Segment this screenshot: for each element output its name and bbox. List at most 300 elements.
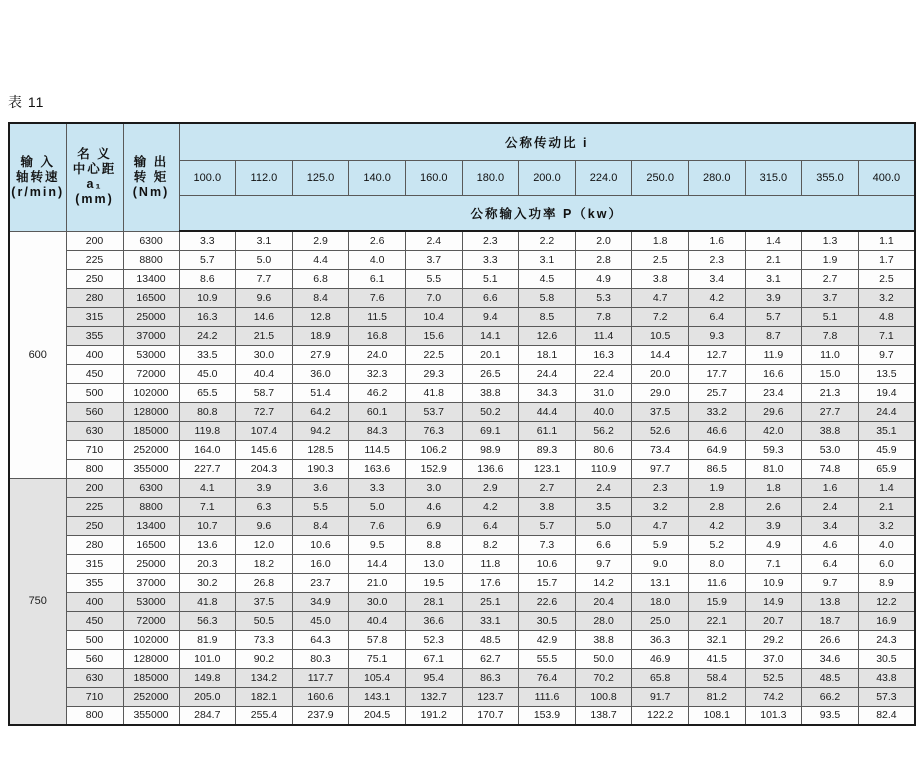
center-distance-cell: 450: [66, 364, 123, 383]
center-distance-cell: 560: [66, 649, 123, 668]
power-cell: 10.7: [179, 516, 236, 535]
power-cell: 6.4: [802, 554, 859, 573]
power-cell: 28.0: [575, 611, 632, 630]
power-cell: 11.9: [745, 345, 802, 364]
output-torque-cell: 355000: [123, 459, 179, 478]
table-row: [9, 288, 915, 307]
power-cell: 10.4: [405, 307, 462, 326]
power-cell: 11.5: [349, 307, 406, 326]
power-cell: 6.1: [349, 269, 406, 288]
power-cell: 74.8: [802, 459, 859, 478]
power-cell: 7.0: [405, 288, 462, 307]
power-cell: 138.7: [575, 706, 632, 725]
power-cell: 2.6: [349, 231, 406, 250]
power-cell: 5.5: [405, 269, 462, 288]
power-cell: 143.1: [349, 687, 406, 706]
header-ratio-value: 280.0: [688, 161, 745, 196]
table-row: [9, 630, 915, 649]
output-torque-cell: 37000: [123, 326, 179, 345]
power-cell: 10.9: [745, 573, 802, 592]
power-cell: 15.9: [688, 592, 745, 611]
power-cell: 132.7: [405, 687, 462, 706]
power-cell: 7.6: [349, 288, 406, 307]
table-caption: 表 11: [8, 94, 45, 110]
power-cell: 114.5: [349, 440, 406, 459]
output-torque-cell: 102000: [123, 383, 179, 402]
power-cell: 255.4: [236, 706, 293, 725]
power-cell: 81.0: [745, 459, 802, 478]
power-cell: 100.8: [575, 687, 632, 706]
table-row: [9, 554, 915, 573]
power-cell: 22.1: [688, 611, 745, 630]
output-torque-cell: 53000: [123, 345, 179, 364]
center-distance-cell: 450: [66, 611, 123, 630]
center-distance-cell: 355: [66, 326, 123, 345]
center-distance-cell: 630: [66, 421, 123, 440]
table-row: [9, 250, 915, 269]
center-distance-cell: 710: [66, 440, 123, 459]
center-distance-cell: 315: [66, 307, 123, 326]
output-torque-cell: 25000: [123, 554, 179, 573]
power-cell: 2.3: [462, 231, 519, 250]
power-cell: 2.9: [462, 478, 519, 497]
power-cell: 7.2: [632, 307, 689, 326]
power-cell: 117.7: [292, 668, 349, 687]
power-cell: 80.3: [292, 649, 349, 668]
power-cell: 134.2: [236, 668, 293, 687]
power-cell: 153.9: [519, 706, 576, 725]
power-cell: 48.5: [462, 630, 519, 649]
power-cell: 65.9: [858, 459, 915, 478]
center-distance-cell: 250: [66, 269, 123, 288]
power-cell: 3.8: [632, 269, 689, 288]
power-cell: 82.4: [858, 706, 915, 725]
center-distance-cell: 710: [66, 687, 123, 706]
power-cell: 205.0: [179, 687, 236, 706]
header-output-torque-line: 转 矩: [133, 169, 169, 184]
power-cell: 81.2: [688, 687, 745, 706]
power-cell: 55.5: [519, 649, 576, 668]
output-torque-cell: 53000: [123, 592, 179, 611]
power-cell: 8.9: [858, 573, 915, 592]
power-cell: 12.2: [858, 592, 915, 611]
header-center-distance-line: 中心距: [72, 162, 117, 177]
header-ratio-title: 公称传动比 i: [179, 123, 915, 161]
power-cell: 50.2: [462, 402, 519, 421]
table-row: [9, 326, 915, 345]
power-cell: 76.3: [405, 421, 462, 440]
power-cell: 91.7: [632, 687, 689, 706]
power-cell: 7.1: [179, 497, 236, 516]
power-cell: 15.6: [405, 326, 462, 345]
power-cell: 10.9: [179, 288, 236, 307]
power-cell: 182.1: [236, 687, 293, 706]
power-cell: 3.9: [745, 516, 802, 535]
power-cell: 67.1: [405, 649, 462, 668]
table-row: [9, 611, 915, 630]
center-distance-cell: 500: [66, 630, 123, 649]
power-cell: 30.0: [236, 345, 293, 364]
power-cell: 58.4: [688, 668, 745, 687]
table-header: [9, 123, 915, 231]
power-cell: 5.2: [688, 535, 745, 554]
table-row: [9, 592, 915, 611]
power-cell: 65.5: [179, 383, 236, 402]
power-cell: 4.1: [179, 478, 236, 497]
power-cell: 36.3: [632, 630, 689, 649]
power-cell: 8.2: [462, 535, 519, 554]
power-cell: 46.9: [632, 649, 689, 668]
power-cell: 2.0: [575, 231, 632, 250]
power-cell: 93.5: [802, 706, 859, 725]
output-torque-cell: 16500: [123, 535, 179, 554]
power-cell: 50.5: [236, 611, 293, 630]
power-cell: 80.8: [179, 402, 236, 421]
power-cell: 160.6: [292, 687, 349, 706]
power-cell: 204.3: [236, 459, 293, 478]
power-cell: 3.0: [405, 478, 462, 497]
power-cell: 34.3: [519, 383, 576, 402]
header-center-distance-line: 名 义: [77, 147, 112, 162]
power-cell: 52.3: [405, 630, 462, 649]
power-cell: 8.4: [292, 516, 349, 535]
power-cell: 8.0: [688, 554, 745, 573]
header-ratio-value: 125.0: [292, 161, 349, 196]
power-cell: 2.1: [745, 250, 802, 269]
power-cell: 3.7: [802, 288, 859, 307]
power-cell: 4.0: [858, 535, 915, 554]
power-cell: 12.6: [519, 326, 576, 345]
spec-table: [8, 122, 916, 726]
power-cell: 65.8: [632, 668, 689, 687]
output-torque-cell: 185000: [123, 668, 179, 687]
power-cell: 7.8: [575, 307, 632, 326]
power-cell: 14.6: [236, 307, 293, 326]
power-cell: 14.4: [632, 345, 689, 364]
power-cell: 27.9: [292, 345, 349, 364]
power-cell: 90.2: [236, 649, 293, 668]
power-cell: 81.9: [179, 630, 236, 649]
table-row: [9, 440, 915, 459]
power-cell: 6.3: [236, 497, 293, 516]
power-cell: 29.2: [745, 630, 802, 649]
center-distance-cell: 250: [66, 516, 123, 535]
power-cell: 28.1: [405, 592, 462, 611]
power-cell: 5.1: [802, 307, 859, 326]
power-cell: 2.8: [688, 497, 745, 516]
power-cell: 23.4: [745, 383, 802, 402]
power-cell: 5.0: [236, 250, 293, 269]
power-cell: 7.1: [745, 554, 802, 573]
header-ratio-value: 112.0: [236, 161, 293, 196]
output-torque-cell: 6300: [123, 478, 179, 497]
power-cell: 16.3: [179, 307, 236, 326]
header-power-title: 公称输入功率 P（kw）: [179, 196, 915, 232]
power-cell: 27.7: [802, 402, 859, 421]
power-cell: 24.2: [179, 326, 236, 345]
header-ratio-value: 100.0: [179, 161, 236, 196]
output-torque-cell: 102000: [123, 630, 179, 649]
header-center-distance-line: a₁: [86, 177, 103, 192]
power-cell: 62.7: [462, 649, 519, 668]
power-cell: 4.2: [688, 516, 745, 535]
power-cell: 4.0: [349, 250, 406, 269]
header-ratio-value: 224.0: [575, 161, 632, 196]
power-cell: 35.1: [858, 421, 915, 440]
power-cell: 12.8: [292, 307, 349, 326]
power-cell: 5.0: [575, 516, 632, 535]
power-cell: 18.9: [292, 326, 349, 345]
header-ratio-value: 140.0: [349, 161, 406, 196]
power-cell: 152.9: [405, 459, 462, 478]
power-cell: 107.4: [236, 421, 293, 440]
power-cell: 74.2: [745, 687, 802, 706]
output-torque-cell: 37000: [123, 573, 179, 592]
power-cell: 190.3: [292, 459, 349, 478]
power-cell: 24.4: [519, 364, 576, 383]
center-distance-cell: 280: [66, 535, 123, 554]
power-cell: 75.1: [349, 649, 406, 668]
power-cell: 2.2: [519, 231, 576, 250]
power-cell: 5.1: [462, 269, 519, 288]
power-cell: 36.6: [405, 611, 462, 630]
power-cell: 9.3: [688, 326, 745, 345]
power-cell: 52.6: [632, 421, 689, 440]
power-cell: 5.7: [745, 307, 802, 326]
power-cell: 24.0: [349, 345, 406, 364]
power-cell: 9.7: [858, 345, 915, 364]
power-cell: 34.9: [292, 592, 349, 611]
center-distance-cell: 280: [66, 288, 123, 307]
power-cell: 14.4: [349, 554, 406, 573]
header-ratio-value: 200.0: [519, 161, 576, 196]
power-cell: 33.2: [688, 402, 745, 421]
center-distance-cell: 355: [66, 573, 123, 592]
power-cell: 13.1: [632, 573, 689, 592]
power-cell: 123.1: [519, 459, 576, 478]
power-cell: 2.3: [632, 478, 689, 497]
table-row: [9, 459, 915, 478]
power-cell: 1.1: [858, 231, 915, 250]
table-row: [9, 497, 915, 516]
header-ratio-value: 315.0: [745, 161, 802, 196]
power-cell: 1.4: [858, 478, 915, 497]
power-cell: 2.1: [858, 497, 915, 516]
power-cell: 69.1: [462, 421, 519, 440]
power-cell: 24.3: [858, 630, 915, 649]
power-cell: 17.7: [688, 364, 745, 383]
power-cell: 2.4: [405, 231, 462, 250]
output-torque-cell: 25000: [123, 307, 179, 326]
output-torque-cell: 355000: [123, 706, 179, 725]
power-cell: 16.6: [745, 364, 802, 383]
power-cell: 30.5: [519, 611, 576, 630]
power-cell: 22.5: [405, 345, 462, 364]
power-cell: 56.3: [179, 611, 236, 630]
power-cell: 237.9: [292, 706, 349, 725]
power-cell: 5.9: [632, 535, 689, 554]
power-cell: 3.9: [745, 288, 802, 307]
power-cell: 8.7: [745, 326, 802, 345]
center-distance-cell: 400: [66, 345, 123, 364]
power-cell: 2.7: [519, 478, 576, 497]
power-cell: 60.1: [349, 402, 406, 421]
header-ratio-value: 160.0: [405, 161, 462, 196]
header-input-speed-line: (r/min): [11, 184, 65, 199]
power-cell: 11.4: [575, 326, 632, 345]
table-row: [9, 516, 915, 535]
output-torque-cell: 185000: [123, 421, 179, 440]
header-input-speed-line: 输 入: [20, 154, 55, 169]
power-cell: 57.8: [349, 630, 406, 649]
power-cell: 8.8: [405, 535, 462, 554]
power-cell: 25.1: [462, 592, 519, 611]
power-cell: 2.4: [575, 478, 632, 497]
header-output-torque: [123, 123, 179, 231]
power-cell: 4.6: [802, 535, 859, 554]
header-ratio-value: 250.0: [632, 161, 689, 196]
table-row: [9, 307, 915, 326]
power-cell: 33.5: [179, 345, 236, 364]
power-cell: 2.5: [858, 269, 915, 288]
power-cell: 14.1: [462, 326, 519, 345]
power-cell: 4.4: [292, 250, 349, 269]
power-cell: 2.5: [632, 250, 689, 269]
center-distance-cell: 200: [66, 478, 123, 497]
power-cell: 5.3: [575, 288, 632, 307]
power-cell: 22.4: [575, 364, 632, 383]
power-cell: 7.7: [236, 269, 293, 288]
power-cell: 3.1: [236, 231, 293, 250]
power-cell: 4.7: [632, 288, 689, 307]
power-cell: 4.9: [575, 269, 632, 288]
power-cell: 21.0: [349, 573, 406, 592]
power-cell: 10.5: [632, 326, 689, 345]
power-cell: 38.8: [462, 383, 519, 402]
power-cell: 6.0: [858, 554, 915, 573]
power-cell: 111.6: [519, 687, 576, 706]
power-cell: 46.2: [349, 383, 406, 402]
power-cell: 3.1: [745, 269, 802, 288]
power-cell: 1.8: [745, 478, 802, 497]
power-cell: 123.7: [462, 687, 519, 706]
power-cell: 73.4: [632, 440, 689, 459]
power-cell: 1.8: [632, 231, 689, 250]
power-cell: 48.5: [802, 668, 859, 687]
power-cell: 5.0: [349, 497, 406, 516]
power-cell: 20.3: [179, 554, 236, 573]
power-cell: 31.0: [575, 383, 632, 402]
header-center-distance-line: (mm): [75, 192, 114, 207]
power-cell: 145.6: [236, 440, 293, 459]
power-cell: 1.4: [745, 231, 802, 250]
power-cell: 6.8: [292, 269, 349, 288]
power-cell: 43.8: [858, 668, 915, 687]
output-torque-cell: 8800: [123, 497, 179, 516]
power-cell: 284.7: [179, 706, 236, 725]
power-cell: 30.5: [858, 649, 915, 668]
power-cell: 20.7: [745, 611, 802, 630]
power-cell: 30.2: [179, 573, 236, 592]
power-cell: 25.0: [632, 611, 689, 630]
power-cell: 122.2: [632, 706, 689, 725]
output-torque-cell: 8800: [123, 250, 179, 269]
output-torque-cell: 13400: [123, 269, 179, 288]
power-cell: 30.0: [349, 592, 406, 611]
power-cell: 94.2: [292, 421, 349, 440]
power-cell: 21.5: [236, 326, 293, 345]
group-speed-cell: 600: [9, 231, 66, 478]
power-cell: 19.5: [405, 573, 462, 592]
power-cell: 97.7: [632, 459, 689, 478]
power-cell: 10.6: [292, 535, 349, 554]
header-ratio-value: 180.0: [462, 161, 519, 196]
power-cell: 98.9: [462, 440, 519, 459]
power-cell: 34.6: [802, 649, 859, 668]
power-cell: 5.7: [519, 516, 576, 535]
power-cell: 6.6: [575, 535, 632, 554]
center-distance-cell: 630: [66, 668, 123, 687]
power-cell: 38.8: [575, 630, 632, 649]
power-cell: 26.6: [802, 630, 859, 649]
power-cell: 33.1: [462, 611, 519, 630]
power-cell: 3.1: [519, 250, 576, 269]
power-cell: 66.2: [802, 687, 859, 706]
power-cell: 45.9: [858, 440, 915, 459]
power-cell: 41.8: [405, 383, 462, 402]
power-cell: 9.6: [236, 516, 293, 535]
center-distance-cell: 560: [66, 402, 123, 421]
header-ratio-value: 400.0: [858, 161, 915, 196]
power-cell: 4.9: [745, 535, 802, 554]
header-center-distance: [66, 123, 123, 231]
power-cell: 36.0: [292, 364, 349, 383]
power-cell: 9.7: [802, 573, 859, 592]
output-torque-cell: 16500: [123, 288, 179, 307]
power-cell: 8.6: [179, 269, 236, 288]
power-cell: 40.4: [236, 364, 293, 383]
power-cell: 9.7: [575, 554, 632, 573]
power-cell: 64.3: [292, 630, 349, 649]
power-cell: 50.0: [575, 649, 632, 668]
power-cell: 16.9: [858, 611, 915, 630]
power-cell: 7.1: [858, 326, 915, 345]
power-cell: 12.0: [236, 535, 293, 554]
table-row: [9, 706, 915, 725]
output-torque-cell: 13400: [123, 516, 179, 535]
table-row: [9, 668, 915, 687]
power-cell: 4.2: [462, 497, 519, 516]
power-cell: 29.3: [405, 364, 462, 383]
power-cell: 3.4: [688, 269, 745, 288]
power-cell: 29.0: [632, 383, 689, 402]
power-cell: 4.8: [858, 307, 915, 326]
power-cell: 108.1: [688, 706, 745, 725]
power-cell: 8.4: [292, 288, 349, 307]
power-cell: 32.3: [349, 364, 406, 383]
power-cell: 16.0: [292, 554, 349, 573]
power-cell: 227.7: [179, 459, 236, 478]
power-cell: 42.0: [745, 421, 802, 440]
header-input-speed: [9, 123, 66, 231]
power-cell: 3.5: [575, 497, 632, 516]
power-cell: 3.8: [519, 497, 576, 516]
power-cell: 3.6: [292, 478, 349, 497]
power-cell: 1.6: [688, 231, 745, 250]
power-cell: 8.5: [519, 307, 576, 326]
power-cell: 1.7: [858, 250, 915, 269]
power-cell: 191.2: [405, 706, 462, 725]
